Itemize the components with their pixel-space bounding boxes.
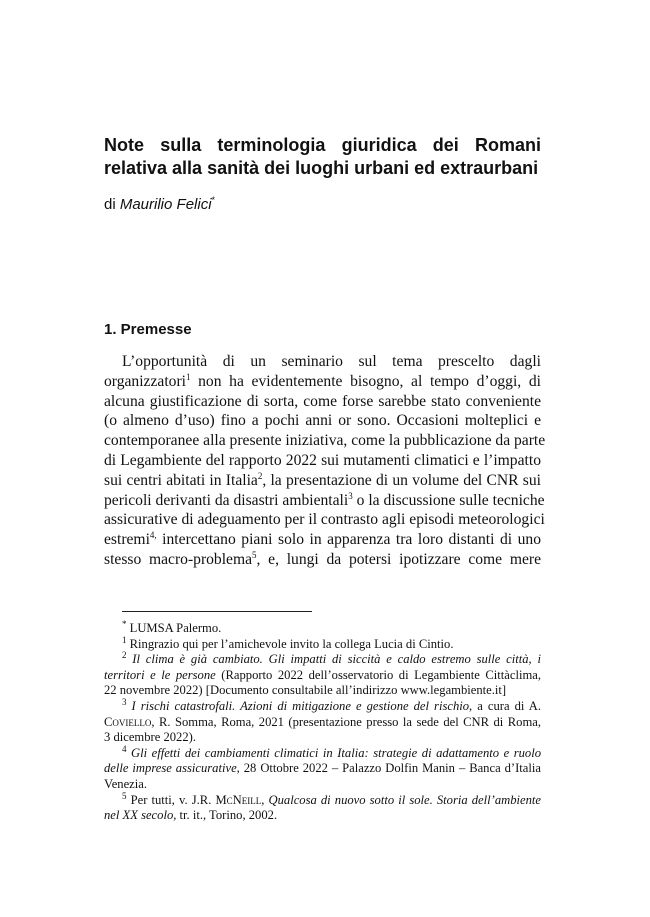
body-text: estremi — [104, 531, 150, 549]
body-line — [104, 550, 541, 570]
author-byline — [104, 195, 215, 215]
footnote-4 — [104, 743, 541, 793]
footnote-1 — [104, 634, 541, 653]
footnote-line: 3 dicembre 2022). — [104, 730, 196, 745]
section-heading: 1. Premesse — [104, 321, 192, 338]
footnote-text: Il clima è già cambiato. Gli impatti di siccità e caldo estremo sulle città, i — [126, 652, 541, 667]
footnotes — [104, 618, 541, 824]
footnote-line — [104, 618, 541, 637]
footnote-ref: 4, — [149, 529, 157, 540]
footnote-mark: 2 — [122, 650, 127, 660]
footnote-text: Qualcosa di nuovo sotto il sole. Storia dell’ambiente — [268, 792, 541, 807]
footnote-ref: 5 — [252, 549, 257, 560]
footnote-star — [104, 618, 541, 637]
footnote-line — [104, 715, 541, 731]
footnote-text: , 28 Ottobre 2022 – Palazzo Dolfin Manin – Banca d’Italia — [236, 761, 541, 776]
footnote-3 — [104, 696, 541, 746]
body-text: o la discussione sulle tecniche — [352, 491, 545, 509]
footnote-line — [104, 761, 541, 777]
footnote-5 — [104, 790, 541, 824]
body-line: alcuna giustificazione di sorta, come forse sarebbe stato conveniente — [104, 392, 541, 410]
footnote-mark: 1 — [122, 634, 127, 645]
footnote-line — [104, 808, 541, 824]
footnote-ref: 1 — [185, 371, 191, 382]
body-text: pericoli derivanti da disastri ambientali — [104, 491, 349, 509]
footnote-text: Ringrazio qui per l’amichevole invito la collega Lucia di Cintio. — [126, 636, 454, 651]
author-footnote-mark: * — [211, 195, 216, 205]
footnote-line — [104, 668, 541, 684]
body-text: organizzatori — [104, 372, 186, 390]
footnote-text: , tr. it., Torino, 2002. — [173, 808, 278, 823]
body-line — [104, 530, 541, 550]
footnote-text: Gli effetti dei cambiamenti climatici in Italia: strategie di adattamento e ruolo — [126, 745, 541, 760]
footnote-mark: 4 — [122, 743, 127, 754]
footnote-line — [104, 634, 541, 653]
footnote-separator — [122, 611, 312, 612]
body-line — [104, 490, 545, 511]
author-prefix: di — [104, 196, 120, 213]
title-line-1: Note sulla terminologia giuridica dei Romani — [104, 135, 541, 155]
footnote-text: territori e le persone — [104, 667, 216, 682]
body-line: contemporanee alla presente iniziativa, come la pubblicazione da parte — [104, 432, 546, 450]
body-text: , la presentazione di un volume del CNR sui — [262, 471, 541, 489]
body-line: (o almeno d’uso) fino a pochi anni or sono. Occasioni molteplici e — [104, 412, 541, 430]
footnote-text: delle imprese assicurative — [104, 761, 237, 776]
footnote-ref: 2 — [257, 470, 263, 481]
footnote-ref: 3 — [348, 490, 353, 501]
footnote-line — [104, 790, 541, 809]
body-text: , e, lungi da potersi ipotizzare come mere — [256, 550, 541, 568]
footnote-text: , — [261, 792, 269, 807]
footnote-mark: 5 — [122, 790, 127, 801]
footnote-line — [104, 652, 541, 668]
body-line: L’opportunità di un seminario sul tema prescelto dagli — [122, 353, 541, 370]
footnote-2 — [104, 652, 541, 699]
body-paragraph — [104, 352, 546, 570]
footnote-text: Per tutti, v. J.R. — [126, 792, 216, 807]
body-text: sui centri abitati in Italia — [104, 471, 258, 489]
footnote-text: , R. Somma, Roma, 2021 (presentazione presso la sede del CNR di Roma, — [151, 714, 541, 729]
body-text: intercettano piani solo in apparenza tra loro distanti di uno — [156, 531, 541, 549]
footnote-line — [104, 743, 541, 762]
footnote-text: McNeill — [215, 792, 262, 807]
footnote-line: Venezia. — [104, 776, 148, 791]
author-name: Maurilio Felici — [119, 196, 212, 213]
body-text: non ha evidentemente bisogno, al tempo d’oggi, di — [190, 372, 541, 390]
body-line — [104, 471, 541, 491]
footnote-text: , a cura di A. — [469, 698, 541, 713]
footnote-text: (Rapporto 2022 dell’osservatorio di Legambiente Cittàclima, — [215, 667, 541, 682]
footnote-mark: * — [122, 618, 127, 629]
footnote-text: Coviello — [104, 714, 152, 729]
footnote-line — [104, 696, 541, 715]
footnote-mark: 3 — [122, 696, 127, 707]
footnote-text: LUMSA Palermo. — [126, 621, 222, 635]
body-line — [104, 372, 541, 392]
body-line: di Legambiente del rapporto 2022 sui mutamenti climatici e l’impatto — [104, 451, 541, 469]
article-title — [104, 134, 541, 180]
footnote-line: 22 novembre 2022) [Documento consultabile all’indirizzo www.legambiente.it] — [104, 683, 507, 698]
title-line-2: relativa alla sanità dei luoghi urbani ed extraurbani — [104, 158, 539, 178]
footnote-text: I rischi catastrofali. Azioni di mitigazione e gestione del rischio — [126, 698, 470, 713]
body-line: assicurative di adeguamento per il contrasto agli episodi meteorologici — [104, 511, 545, 529]
footnote-text: nel XX secolo — [104, 808, 174, 823]
body-text: stesso macro-problema — [104, 550, 253, 568]
